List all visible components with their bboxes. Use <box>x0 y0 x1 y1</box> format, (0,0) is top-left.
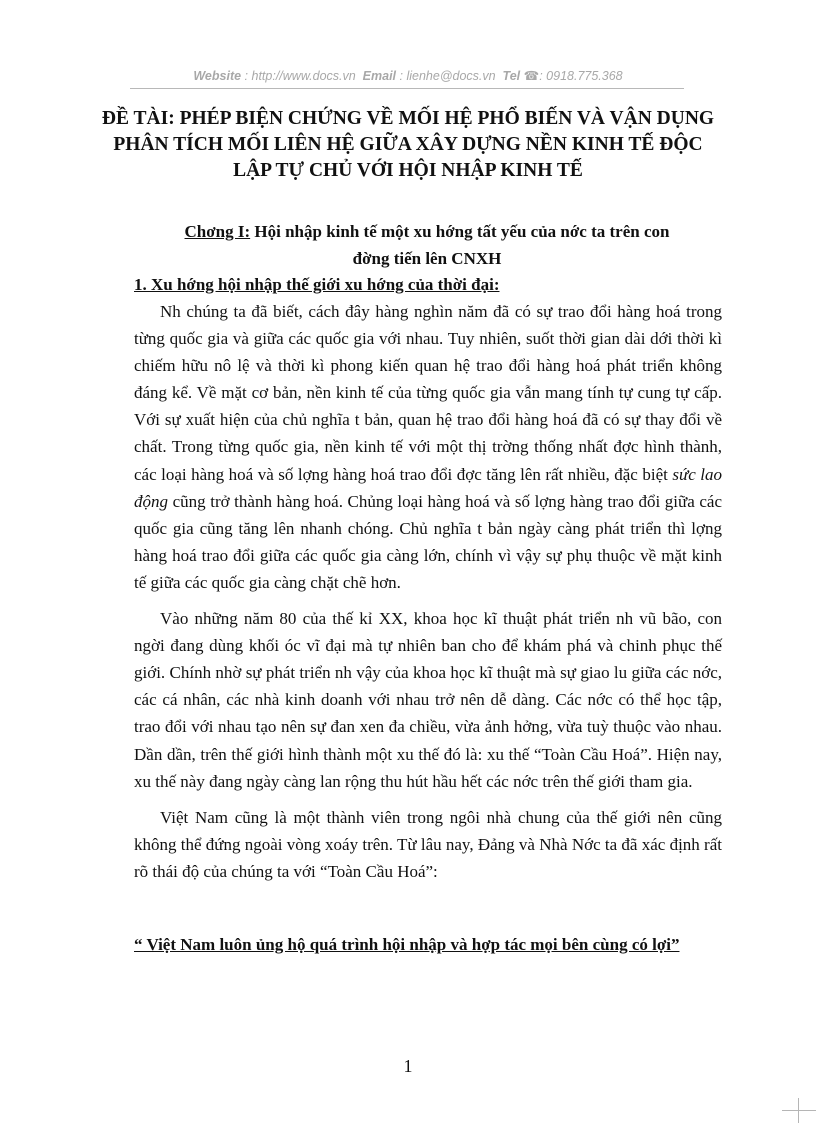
email-value[interactable]: : lienhe@docs.vn <box>399 69 496 83</box>
chapter-label: Chơng I: <box>184 222 251 241</box>
website-value[interactable]: : http://www.docs.vn <box>244 69 356 83</box>
paragraph-1-part-1: Nh chúng ta đã biết, cách đây hàng nghìn năm đã có sự trao đổi hàng hoá trong từng quốc gia và giữa các quốc gia với nhau. Tuy nhiên, suốt thời gian dài dới thời kì chiếm hữu nô lệ và thời kì phong kiến quan hệ trao đổi hàng hoá phát triển không đáng kể. Về mặt cơ bản, nền kinh tế của từng quốc gia vẫn mang tính tự cung tự cấp. Với sự xuất hiện của chủ nghĩa t bản, quan hệ trao đổi hàng hoá đã có sự thay đổi về chất. Trong từng quốc gia, nền kinh tế với một thị trờng thống nhất đợc hình thành, các loại hàng hoá và số lợng hàng hoá trao đổi đợc tăng lên rất nhiều, đặc biệt <box>134 302 722 484</box>
chapter-heading <box>132 218 722 272</box>
document-title <box>100 106 716 184</box>
tel-label: Tel <box>502 69 521 83</box>
quote: “ Việt Nam luôn ủng hộ quá trình hội nhập và hợp tác mọi bên cùng có lợi” <box>134 935 680 954</box>
title-line-3: LẬP TỰ CHỦ VỚI HỘI NHẬP KINH TẾ <box>233 160 583 181</box>
phone-icon: ☎ <box>523 69 540 83</box>
email-label: Email <box>362 69 397 83</box>
header-divider <box>130 88 684 89</box>
paragraph-1-emphasis: sức lao động <box>134 464 722 511</box>
chapter-title-line-1: Hội nhập kinh tế một xu hớng tất yếu của nớc ta trên con <box>254 222 670 241</box>
body-text <box>134 298 722 885</box>
title-line-2: PHÂN TÍCH MỐI LIÊN HỆ GIỮA XÂY DỰNG NỀN KINH TẾ ĐỘC <box>113 134 703 155</box>
paragraph-1 <box>134 298 722 596</box>
paragraph-1-part-2: cũng trở thành hàng hoá. Chủng loại hàng hoá và số lợng hàng trao đổi giữa các quốc gia cũng tăng lên nhanh chóng. Chủ nghĩa t bản ngày càng phát triển thì lợng hàng hoá trao đổi giữa các quốc gia càng lớn, chính vì vậy sự phụ thuộc về mặt kinh tế giữa các quốc gia càng chặt chẽ hơn. <box>134 491 722 592</box>
paragraph-3: Việt Nam cũng là một thành viên trong ngôi nhà chung của thế giới nên cũng không thể đứng ngoài vòng xoáy trên. Từ lâu nay, Đảng và Nhà Nớc ta đã xác định rất rõ thái độ của chúng ta với “Toàn Cầu Hoá”: <box>134 807 722 881</box>
tel-value: : 0918.775.368 <box>539 69 623 83</box>
paragraph-2: Vào những năm 80 của thế kỉ XX, khoa học kĩ thuật phát triển nh vũ bão, con ngời đang dùng khối óc vĩ đại mà tự nhiên ban cho để khám phá và chinh phục thế giới. Chính nhờ sự phát triển nh vậy của khoa học kĩ thuật mà sự giao lu giữa các nớc, các cá nhân, các nhà kinh doanh với nhau trở nên dễ dàng. Các nớc có thể học tập, trao đổi với nhau tạo nên sự đan xen đa chiều, vừa ảnh hởng, vừa tuỳ thuộc vào nhau. Dần dần, trên thế giới hình thành một xu thế đó là: xu thế “Toàn Cầu Hoá”. Hiện nay, xu thế này đang ngày càng lan rộng thu hút hầu hết các nớc trên thế giới tham gia. <box>134 609 722 791</box>
page-number: 1 <box>403 1056 413 1076</box>
section-heading: 1. Xu hớng hội nhập thế giới xu hớng của thời đại: <box>134 275 500 294</box>
page-header <box>0 68 816 83</box>
title-line-1: ĐỀ TÀI: PHÉP BIỆN CHỨNG VỀ MỐI HỆ PHỔ BIẾN VÀ VẬN DỤNG <box>101 108 715 129</box>
crop-mark-horizontal <box>782 1110 816 1111</box>
chapter-title-line-2: đờng tiến lên CNXH <box>352 249 502 268</box>
website-label: Website <box>193 69 242 83</box>
